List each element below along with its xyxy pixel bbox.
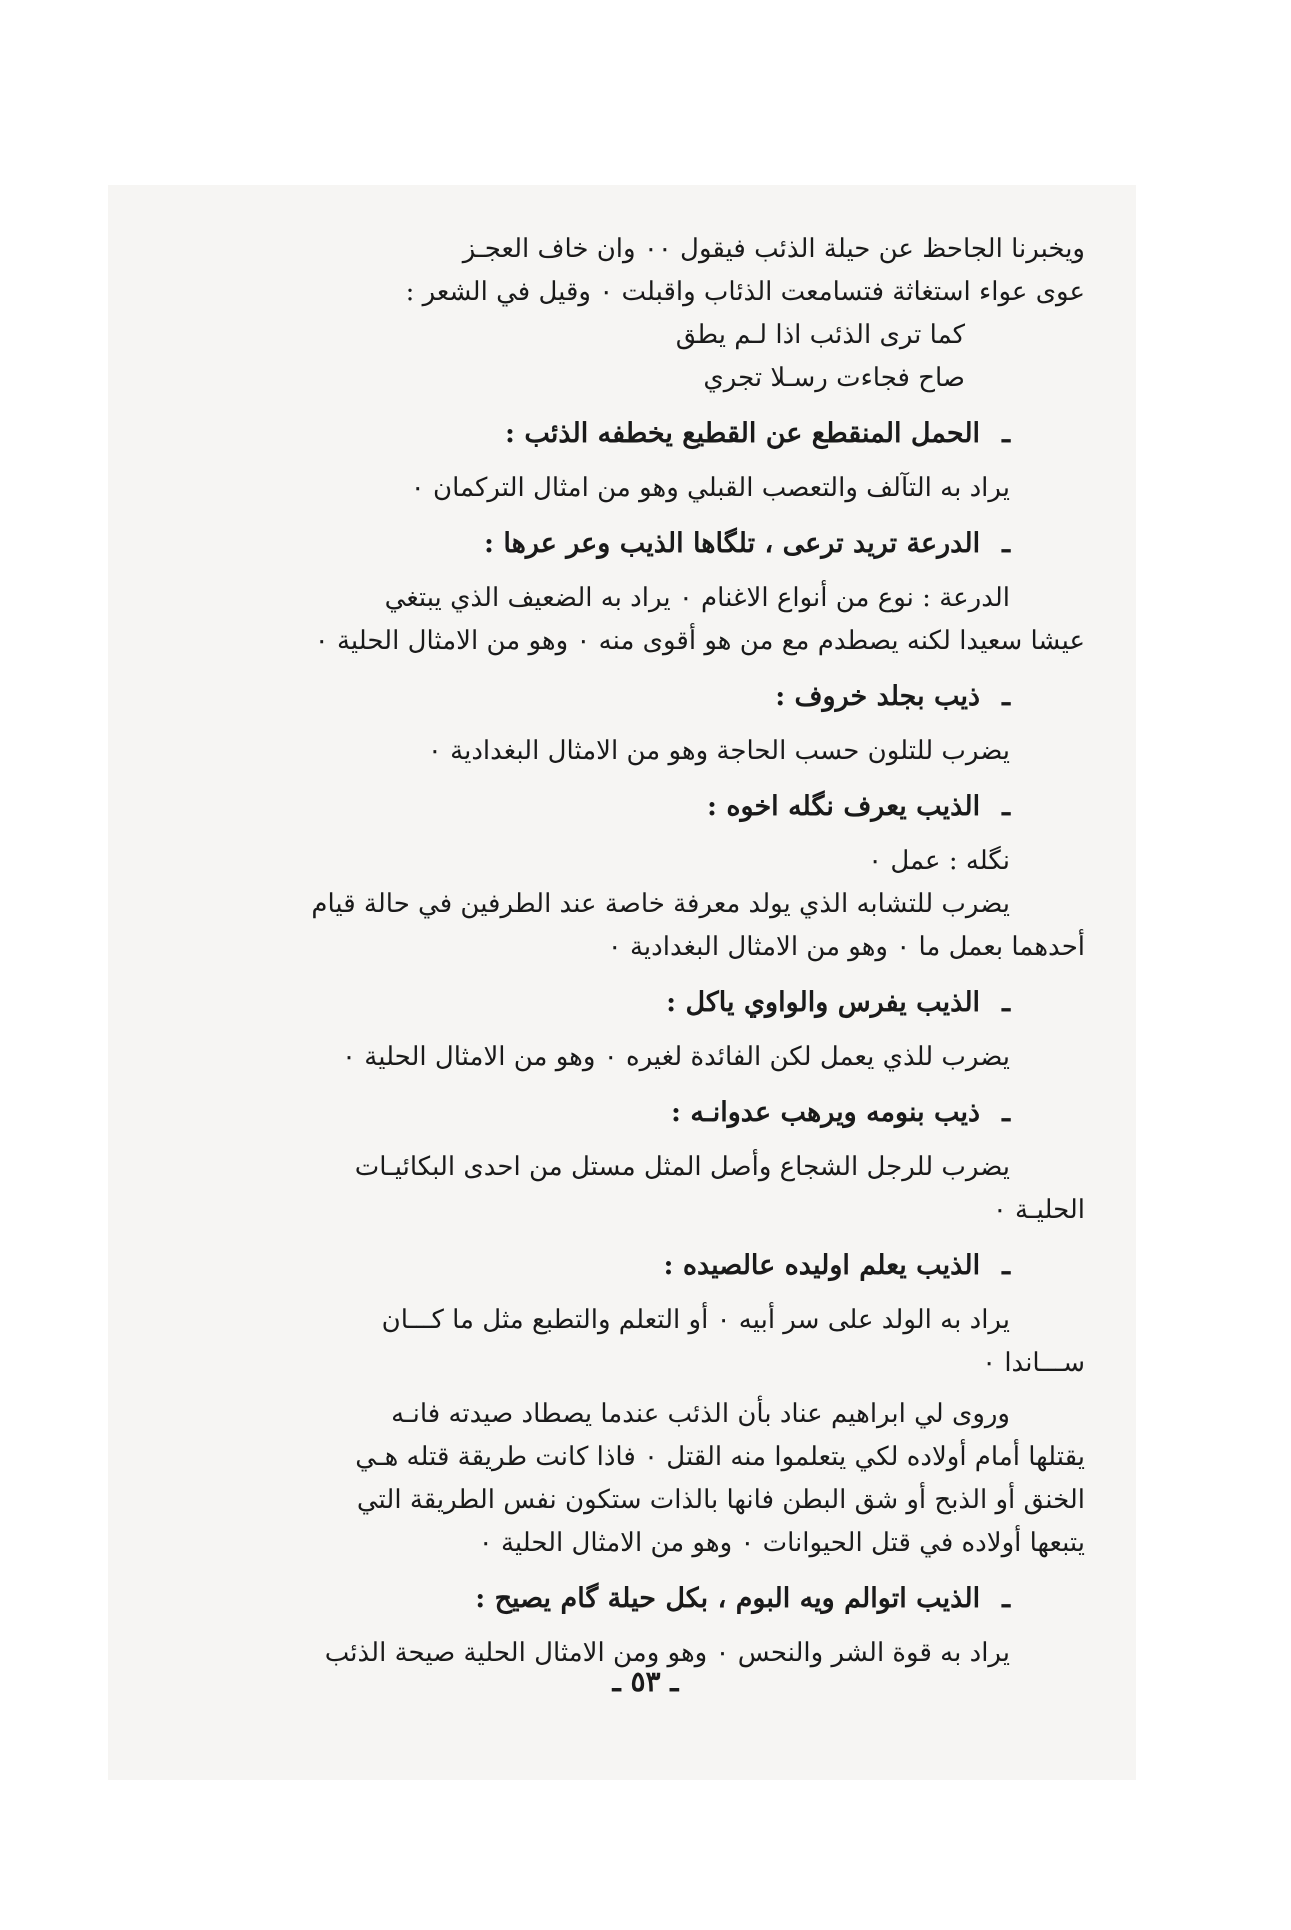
proverb-body: يضرب للرجل الشجاع وأصل المثل مستل من احدى البكائيـات [354,1152,1010,1182]
proverb-body: أحدهما بعمل ما ٠ وهو من الامثال البغدادية ٠ [607,932,1085,962]
proverb-title: ـالدرعة تريد ترعى ، تلگاها الذيب وعر عرها : [484,528,1010,559]
proverb-body: نگله : عمل ٠ [868,846,1010,876]
narrative-paragraph [215,1393,1085,1565]
proverb-body: يضرب للتلون حسب الحاجة وهو من الامثال البغدادية ٠ [427,736,1010,766]
proverb-body: الدرعة : نوع من أنواع الاغنام ٠ يراد به الضعيف الذي يبتغي [384,583,1010,613]
proverb-title: ـالذيب يعلم اوليده عالصيده : [663,1250,1010,1281]
proverb-title: ـالذيب يعرف نگله اخوه : [707,791,1010,822]
proverb-body: يراد به قوة الشر والنحس ٠ وهو ومن الامثال الحلية صيحة الذئب [324,1638,1010,1668]
proverb-title: ـالذيب يفرس والواوي ياكل : [666,987,1010,1018]
page-number: ـ ٥٣ ـ [612,1665,679,1698]
narrative-line: الخنق أو الذبح أو شق البطن فانها بالذات ستكون نفس الطريقة التي [356,1485,1085,1515]
narrative-line: يقتلها أمام أولاده لكي يتعلموا منه القتل ٠ فاذا كانت طريقة قتله هـي [355,1442,1085,1472]
narrative-line: يتبعها أولاده في قتل الحيوانات ٠ وهو من الامثال الحلية ٠ [478,1528,1085,1558]
proverb-entry [215,522,1085,663]
proverb-entry [215,1091,1085,1232]
proverb-body: يضرب للتشابه الذي يولد معرفة خاصة عند الطرفين في حالة قيام [311,889,1010,919]
proverb-entry [215,981,1085,1079]
proverb-entry [215,412,1085,510]
proverb-body: يراد به التآلف والتعصب القبلي وهو من امثال التركمان ٠ [410,473,1010,503]
proverb-entry [215,675,1085,773]
proverb-body: يراد به الولد على سر أبيه ٠ أو التعلم والتطبع مثل ما كـــان [381,1305,1010,1335]
intro-line: ويخبرنا الجاحظ عن حيلة الذئب فيقول ٠٠ وان خاف العجـز [462,234,1085,264]
proverb-entry [215,1244,1085,1385]
narrative-line: وروى لي ابراهيم عناد بأن الذئب عندما يصطاد صيدته فانـه [391,1399,1010,1429]
proverb-body: يضرب للذي يعمل لكن الفائدة لغيره ٠ وهو من الامثال الحلية ٠ [342,1042,1010,1072]
proverb-title: ـذيب بجلد خروف : [775,681,1010,712]
proverb-body: الحليـة ٠ [992,1195,1085,1225]
verse-line: كما ترى الذئب اذا لـم يطق [675,320,965,350]
proverb-title: ـذيب بنومه ويرهب عدوانـه : [670,1097,1010,1128]
verse-line: صاح فجاءت رسـلا تجري [703,363,965,393]
proverb-body: ســـاندا ٠ [982,1348,1085,1378]
intro-line: عوى عواء استغاثة فتسامعت الذئاب واقبلت ٠ وقيل في الشعر : [405,277,1085,307]
proverb-entry [215,1577,1085,1675]
page-content [215,228,1085,1675]
proverb-title: ـالذيب اتوالم ويه البوم ، بكل حيلة گام يصيح : [475,1583,1010,1614]
proverb-entry [215,785,1085,969]
proverb-body: عيشا سعيدا لكنه يصطدم مع من هو أقوى منه ٠ وهو من الامثال الحلية ٠ [314,626,1085,656]
proverb-title: ـالحمل المنقطع عن القطيع يخطفه الذئب : [504,418,1010,449]
